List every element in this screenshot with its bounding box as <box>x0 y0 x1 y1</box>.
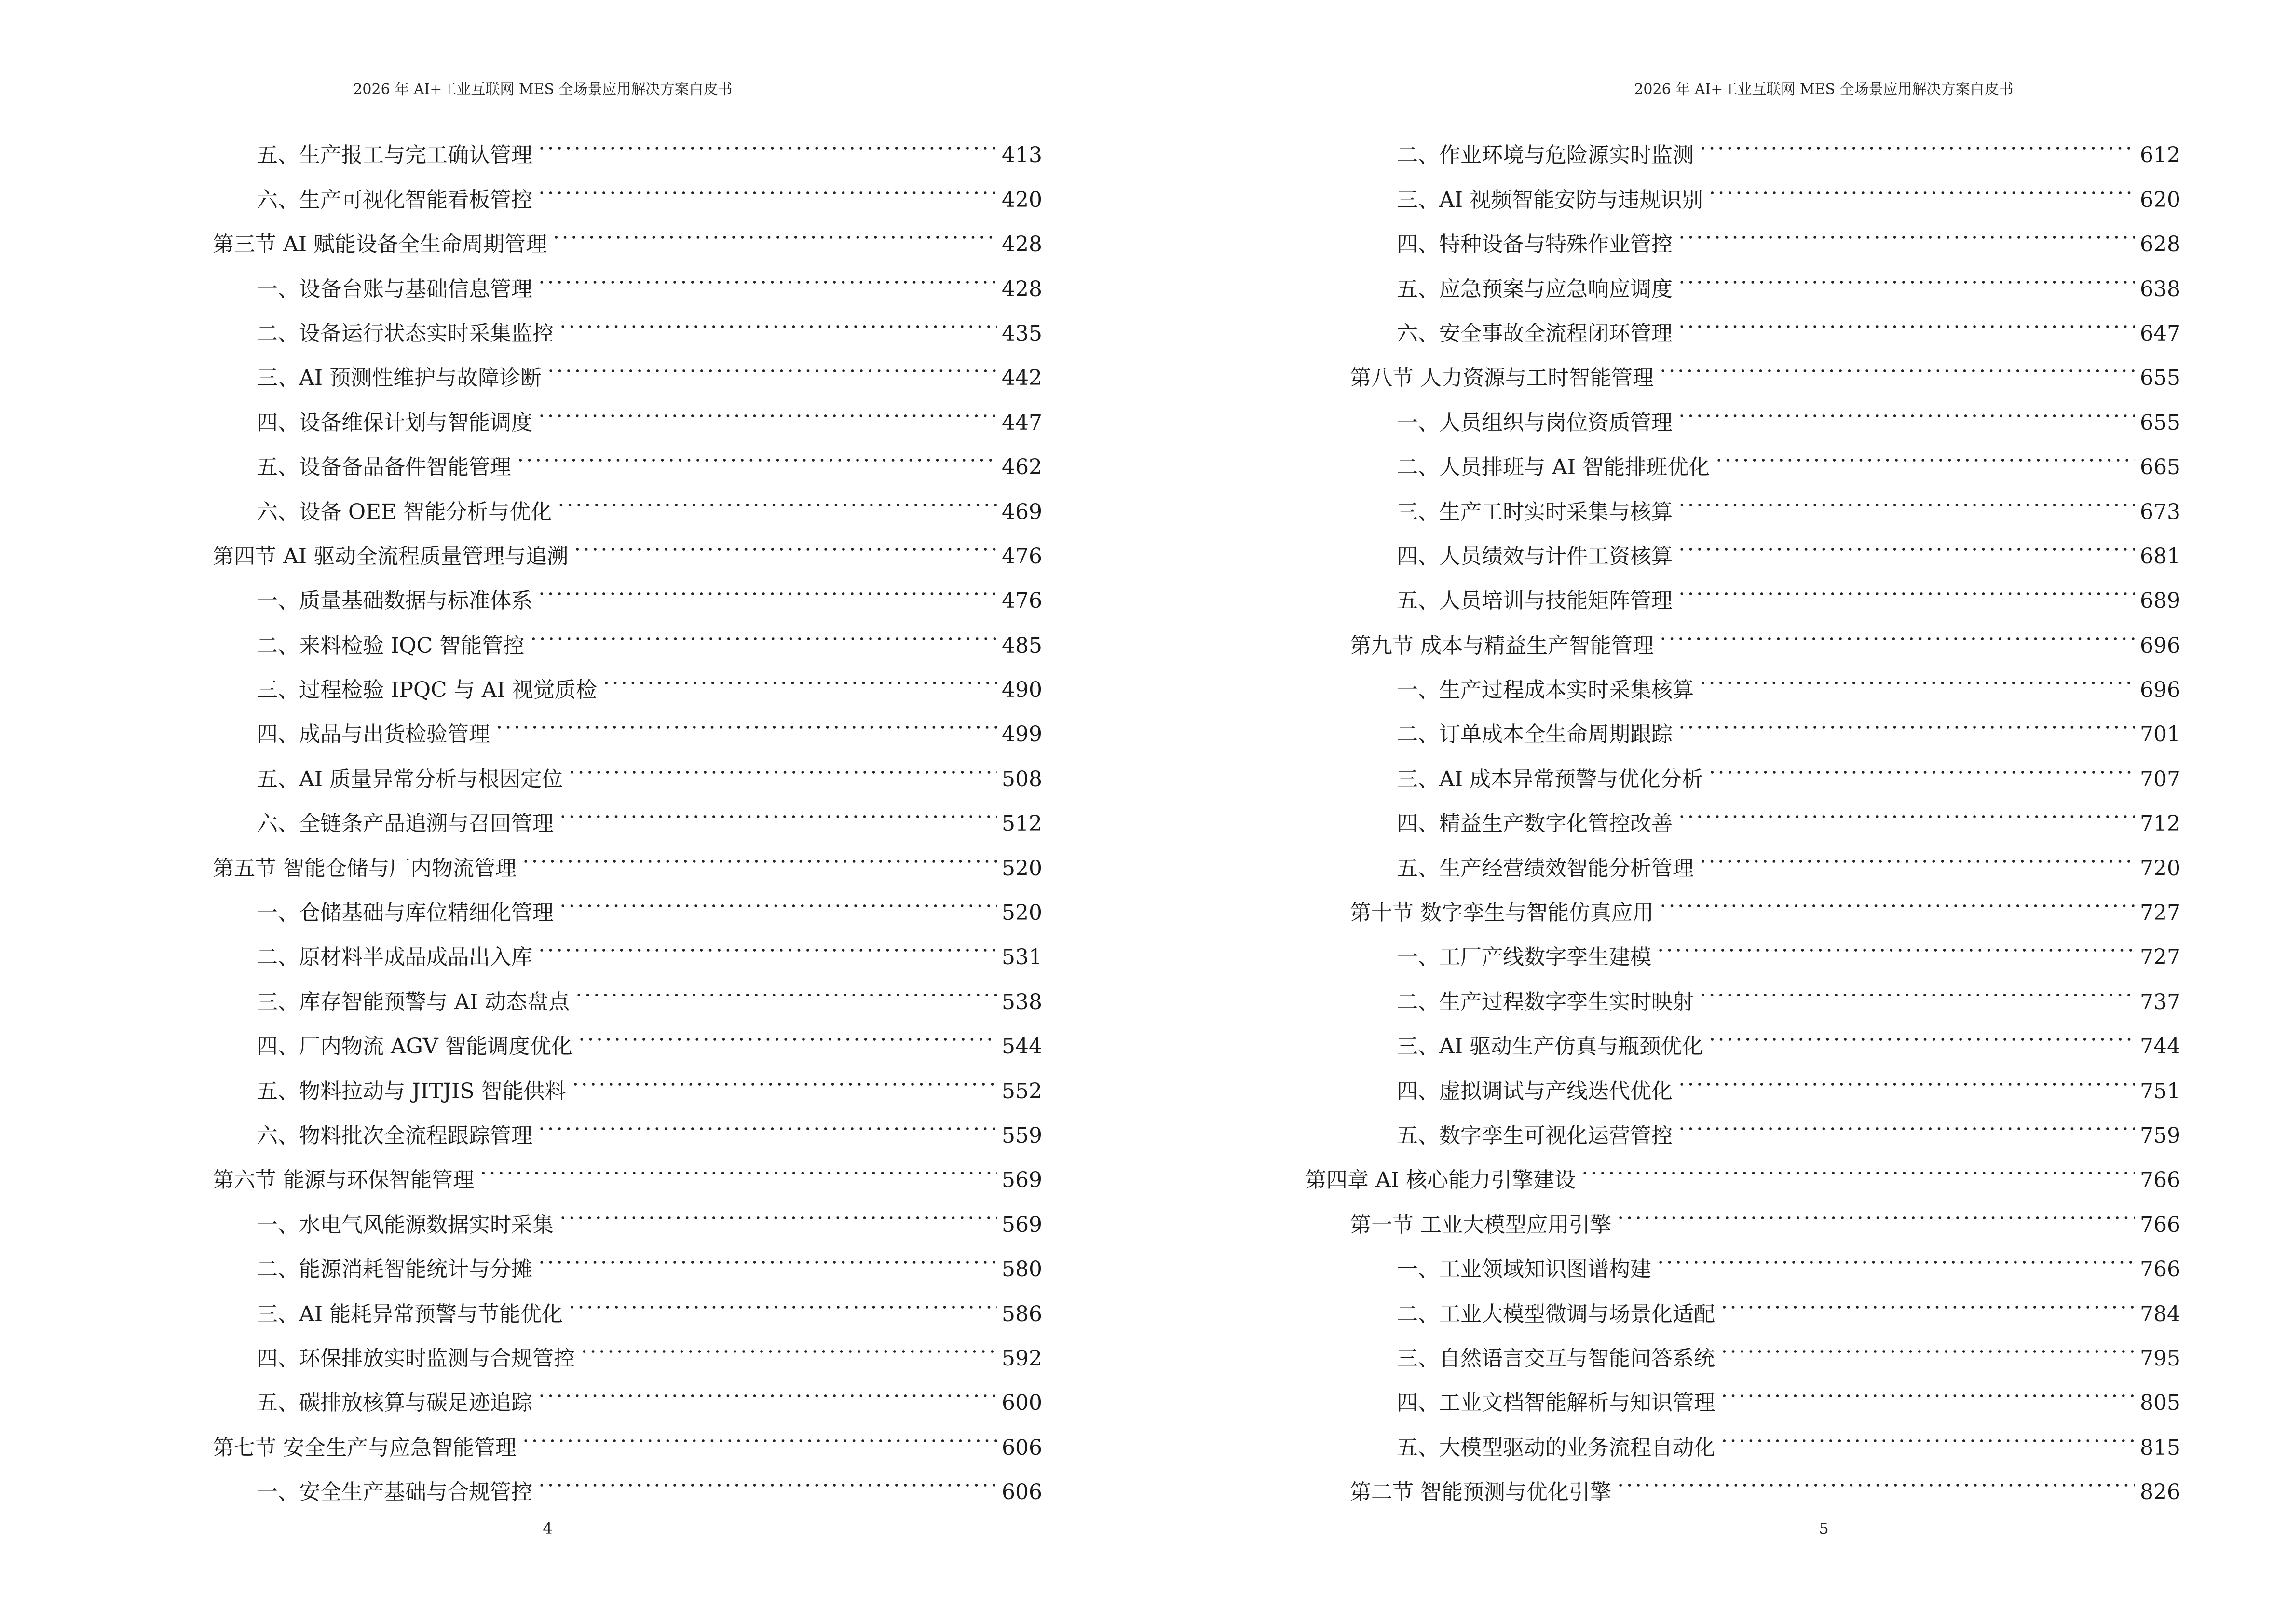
dot-leader <box>1677 296 2135 341</box>
toc-entry-page-number: 766 <box>2140 1168 2180 1193</box>
dot-leader <box>1720 1321 2135 1365</box>
dot-leader <box>1659 608 2135 652</box>
dot-leader <box>1708 1009 2135 1053</box>
dot-leader <box>1677 207 2135 251</box>
dot-leader <box>479 1143 997 1187</box>
dot-leader <box>516 430 997 474</box>
dot-leader <box>521 1410 997 1454</box>
toc-entry-title: 六、安全事故全流程闭环管理 <box>1397 321 1673 346</box>
toc-entry-page-number: 826 <box>2140 1480 2180 1505</box>
toc-entry-page-number: 784 <box>2140 1301 2180 1326</box>
toc-entry-title: 四、环保排放实时监测与合规管控 <box>257 1346 575 1371</box>
toc-entry-page-number: 696 <box>2140 678 2180 703</box>
toc-entry-page-number: 647 <box>2140 321 2180 346</box>
toc-entry-page-number: 606 <box>1002 1480 1042 1505</box>
toc-entry-title: 第三节 AI 赋能设备全生命周期管理 <box>213 232 547 257</box>
toc-entry-page-number: 795 <box>2140 1346 2180 1371</box>
toc-entry-page-number: 428 <box>1002 276 1042 301</box>
toc-entry-page-number: 815 <box>2140 1435 2180 1460</box>
dot-leader <box>558 786 997 831</box>
toc-entry-page-number: 655 <box>2140 410 2180 435</box>
toc-entry-title: 第十节 数字孪生与智能仿真应用 <box>1350 901 1654 926</box>
toc-entry-title: 一、人员组织与岗位资质管理 <box>1397 410 1673 435</box>
toc-entry-page-number: 580 <box>1002 1257 1042 1282</box>
toc-entry-title: 一、工业领域知识图谱构建 <box>1397 1257 1651 1282</box>
toc-entry-title: 五、生产报工与完工确认管理 <box>257 143 532 168</box>
toc-entry-title: 三、AI 驱动生产仿真与瓶颈优化 <box>1397 1034 1703 1059</box>
toc-entry-title: 一、生产过程成本实时采集核算 <box>1397 678 1694 703</box>
dot-leader <box>571 1053 997 1098</box>
toc-entry-page-number: 485 <box>1002 633 1042 658</box>
toc-entry-title: 五、人员培训与技能矩阵管理 <box>1397 588 1673 614</box>
toc-entry-title: 第四章 AI 核心能力引擎建设 <box>1305 1168 1576 1193</box>
toc-entry-page-number: 727 <box>2140 901 2180 926</box>
dot-leader <box>537 1098 997 1143</box>
toc-entry-title: 六、全链条产品追溯与召回管理 <box>257 811 554 836</box>
toc-entry-title: 二、作业环境与危险源实时监测 <box>1397 143 1694 168</box>
dot-leader <box>1656 920 2135 964</box>
toc-entry-title: 第五节 智能仓储与厂内物流管理 <box>213 856 517 881</box>
toc-entry-title: 四、设备维保计划与智能调度 <box>257 410 532 435</box>
toc-entry-page-number: 531 <box>1002 945 1042 970</box>
toc-entry-title: 一、水电气风能源数据实时采集 <box>257 1212 554 1237</box>
toc-entry-title: 五、AI 质量异常分析与根因定位 <box>257 766 563 792</box>
dot-leader <box>558 875 997 920</box>
toc-list <box>1305 118 2180 1505</box>
toc-entry-page-number: 512 <box>1002 811 1042 836</box>
dot-leader <box>1699 831 2135 875</box>
dot-leader <box>1720 1410 2135 1454</box>
toc-entry-page-number: 766 <box>2140 1212 2180 1237</box>
toc-entry-title: 一、安全生产基础与合规管控 <box>257 1480 532 1505</box>
toc-entry-title: 五、大模型驱动的业务流程自动化 <box>1397 1435 1715 1460</box>
dot-leader <box>1677 697 2135 741</box>
toc-entry-title: 六、物料批次全流程跟踪管理 <box>257 1123 532 1148</box>
toc-entry-page-number: 638 <box>2140 276 2180 301</box>
toc-entry-page-number: 462 <box>1002 455 1042 480</box>
dot-leader <box>537 118 997 162</box>
toc-entry-title: 三、自然语言交互与智能问答系统 <box>1397 1346 1715 1371</box>
dot-leader <box>1708 162 2135 206</box>
toc-entry-page-number: 612 <box>2140 143 2180 168</box>
dot-leader <box>537 1232 997 1276</box>
page-number: 5 <box>1819 1519 1829 1538</box>
toc-entry-title: 二、设备运行状态实时采集监控 <box>257 321 554 346</box>
toc-entry-page-number: 712 <box>2140 811 2180 836</box>
dot-leader <box>1677 786 2135 831</box>
toc-entry-title: 三、AI 视频智能安防与违规识别 <box>1397 187 1703 212</box>
toc-entry-title: 第七节 安全生产与应急智能管理 <box>213 1435 517 1460</box>
dot-leader <box>1699 964 2135 1009</box>
toc-entry-page-number: 673 <box>2140 499 2180 524</box>
toc-entry-title: 四、精益生产数字化管控改善 <box>1397 811 1673 836</box>
toc-entry-page-number: 655 <box>2140 366 2180 391</box>
toc-entry-page-number: 559 <box>1002 1123 1042 1148</box>
dot-leader <box>1720 1276 2135 1321</box>
dot-leader <box>558 1187 997 1231</box>
toc-entry-page-number: 499 <box>1002 722 1042 747</box>
dot-leader <box>1677 474 2135 519</box>
dot-leader <box>546 341 997 385</box>
toc-page-right <box>1144 0 2287 1624</box>
toc-entry-page-number: 476 <box>1002 588 1042 614</box>
dot-leader <box>568 1276 997 1321</box>
toc-entry-title: 五、碳排放核算与碳足迹追踪 <box>257 1391 532 1416</box>
dot-leader <box>1616 1187 2135 1231</box>
toc-entry-title: 第八节 人力资源与工时智能管理 <box>1350 366 1654 391</box>
toc-entry-page-number: 520 <box>1002 856 1042 881</box>
toc-entry-page-number: 490 <box>1002 678 1042 703</box>
dot-leader <box>602 653 997 697</box>
toc-entry-page-number: 413 <box>1002 143 1042 168</box>
toc-entry-page-number: 707 <box>2140 766 2180 792</box>
toc-entry-page-number: 508 <box>1002 766 1042 792</box>
toc-entry-page-number: 727 <box>2140 945 2180 970</box>
toc-entry-page-number: 744 <box>2140 1034 2180 1059</box>
dot-leader <box>521 831 997 875</box>
toc-entry-page-number: 766 <box>2140 1257 2180 1282</box>
toc-entry-page-number: 476 <box>1002 544 1042 569</box>
toc-entry-page-number: 737 <box>2140 989 2180 1014</box>
dot-leader <box>1616 1455 2135 1499</box>
toc-entry-title: 第二节 智能预测与优化引擎 <box>1350 1480 1611 1505</box>
toc-entry-page-number: 447 <box>1002 410 1042 435</box>
dot-leader <box>558 296 997 341</box>
toc-entry-page-number: 592 <box>1002 1346 1042 1371</box>
toc-entry-page-number: 681 <box>2140 544 2180 569</box>
toc-entry-page-number: 428 <box>1002 232 1042 257</box>
toc-entry-title: 四、成品与出货检验管理 <box>257 722 490 747</box>
toc-entry-title: 六、生产可视化智能看板管控 <box>257 187 532 212</box>
toc-entry-page-number: 469 <box>1002 499 1042 524</box>
toc-entry-item[interactable] <box>213 118 1042 168</box>
dot-leader <box>1677 1053 2135 1098</box>
toc-entry-title: 五、设备备品备件智能管理 <box>257 455 511 480</box>
dot-leader <box>537 251 997 296</box>
toc-entry-title: 一、仓储基础与库位精细化管理 <box>257 901 554 926</box>
toc-entry-title: 五、生产经营绩效智能分析管理 <box>1397 856 1694 881</box>
dot-leader <box>537 162 997 206</box>
toc-entry-title: 第一节 工业大模型应用引擎 <box>1350 1212 1611 1237</box>
dot-leader <box>1708 741 2135 786</box>
dot-leader <box>1677 385 2135 429</box>
toc-entry-title: 二、来料检验 IQC 智能管控 <box>257 633 525 658</box>
toc-entry-title: 二、订单成本全生命周期跟踪 <box>1397 722 1673 747</box>
dot-leader <box>573 519 997 563</box>
toc-entry-item[interactable] <box>1305 118 2180 168</box>
dot-leader <box>1659 341 2135 385</box>
toc-entry-page-number: 538 <box>1002 989 1042 1014</box>
toc-entry-title: 六、设备 OEE 智能分析与优化 <box>257 499 552 524</box>
dot-leader <box>495 697 997 741</box>
toc-entry-page-number: 600 <box>1002 1391 1042 1416</box>
toc-entry-page-number: 689 <box>2140 588 2180 614</box>
toc-entry-page-number: 628 <box>2140 232 2180 257</box>
toc-entry-page-number: 435 <box>1002 321 1042 346</box>
toc-entry-title: 三、AI 成本异常预警与优化分析 <box>1397 766 1703 792</box>
dot-leader <box>574 964 997 1009</box>
toc-entry-title: 二、能源消耗智能统计与分摊 <box>257 1257 532 1282</box>
dot-leader <box>537 385 997 429</box>
dot-leader <box>1699 118 2135 162</box>
toc-entry-page-number: 569 <box>1002 1212 1042 1237</box>
dot-leader <box>577 1009 997 1053</box>
dot-leader <box>1677 1098 2135 1143</box>
page-number: 4 <box>543 1519 553 1538</box>
toc-entry-title: 五、物料拉动与 JITJIS 智能供料 <box>257 1078 566 1104</box>
toc-entry-title: 四、人员绩效与计件工资核算 <box>1397 544 1673 569</box>
toc-entry-title: 一、设备台账与基础信息管理 <box>257 276 532 301</box>
dot-leader <box>557 474 997 519</box>
toc-entry-page-number: 606 <box>1002 1435 1042 1460</box>
toc-entry-page-number: 701 <box>2140 722 2180 747</box>
dot-leader <box>1699 653 2135 697</box>
toc-entry-title: 三、AI 能耗异常预警与节能优化 <box>257 1301 563 1326</box>
dot-leader <box>1720 1365 2135 1410</box>
dot-leader <box>537 1365 997 1410</box>
toc-entry-page-number: 569 <box>1002 1168 1042 1193</box>
toc-entry-title: 第六节 能源与环保智能管理 <box>213 1168 474 1193</box>
toc-entry-page-number: 696 <box>2140 633 2180 658</box>
toc-entry-title: 二、工业大模型微调与场景化适配 <box>1397 1301 1715 1326</box>
toc-entry-page-number: 620 <box>2140 187 2180 212</box>
toc-entry-page-number: 420 <box>1002 187 1042 212</box>
toc-entry-title: 四、厂内物流 AGV 智能调度优化 <box>257 1034 572 1059</box>
dot-leader <box>1656 1232 2135 1276</box>
toc-entry-title: 二、人员排班与 AI 智能排班优化 <box>1397 455 1710 480</box>
dot-leader <box>1659 875 2135 920</box>
toc-entry-title: 四、特种设备与特殊作业管控 <box>1397 232 1673 257</box>
toc-entry-page-number: 544 <box>1002 1034 1042 1059</box>
toc-entry-title: 三、生产工时实时采集与核算 <box>1397 499 1673 524</box>
toc-entry-title: 一、工厂产线数字孪生建模 <box>1397 945 1651 970</box>
dot-leader <box>580 1321 997 1365</box>
toc-entry-title: 五、应急预案与应急响应调度 <box>1397 276 1673 301</box>
dot-leader <box>568 741 997 786</box>
running-header: 2026 年 AI+工业互联网 MES 全场景应用解决方案白皮书 <box>1634 81 2014 98</box>
toc-entry-page-number: 442 <box>1002 366 1042 391</box>
dot-leader <box>1715 430 2135 474</box>
toc-entry-page-number: 520 <box>1002 901 1042 926</box>
running-header: 2026 年 AI+工业互联网 MES 全场景应用解决方案白皮书 <box>353 81 733 98</box>
toc-entry-page-number: 665 <box>2140 455 2180 480</box>
toc-entry-page-number: 552 <box>1002 1078 1042 1104</box>
toc-entry-title: 四、虚拟调试与产线迭代优化 <box>1397 1078 1673 1104</box>
dot-leader <box>1580 1143 2135 1187</box>
dot-leader <box>1677 519 2135 563</box>
toc-entry-title: 三、AI 预测性维护与故障诊断 <box>257 366 542 391</box>
toc-entry-title: 二、生产过程数字孪生实时映射 <box>1397 989 1694 1014</box>
toc-list <box>213 118 1042 1505</box>
toc-entry-title: 五、数字孪生可视化运营管控 <box>1397 1123 1673 1148</box>
toc-entry-title: 一、质量基础数据与标准体系 <box>257 588 532 614</box>
dot-leader <box>537 1455 997 1499</box>
dot-leader <box>537 563 997 608</box>
dot-leader <box>537 920 997 964</box>
toc-entry-page-number: 805 <box>2140 1391 2180 1416</box>
dot-leader <box>1677 563 2135 608</box>
toc-entry-title: 四、工业文档智能解析与知识管理 <box>1397 1391 1715 1416</box>
toc-entry-page-number: 720 <box>2140 856 2180 881</box>
toc-entry-title: 第九节 成本与精益生产智能管理 <box>1350 633 1654 658</box>
toc-entry-page-number: 751 <box>2140 1078 2180 1104</box>
toc-entry-page-number: 759 <box>2140 1123 2180 1148</box>
toc-entry-title: 二、原材料半成品成品出入库 <box>257 945 532 970</box>
dot-leader <box>552 207 997 251</box>
dot-leader <box>1677 251 2135 296</box>
toc-entry-title: 三、库存智能预警与 AI 动态盘点 <box>257 989 570 1014</box>
toc-entry-title: 第四节 AI 驱动全流程质量管理与追溯 <box>213 544 569 569</box>
toc-entry-page-number: 586 <box>1002 1301 1042 1326</box>
toc-entry-title: 三、过程检验 IPQC 与 AI 视觉质检 <box>257 678 597 703</box>
dot-leader <box>529 608 997 652</box>
